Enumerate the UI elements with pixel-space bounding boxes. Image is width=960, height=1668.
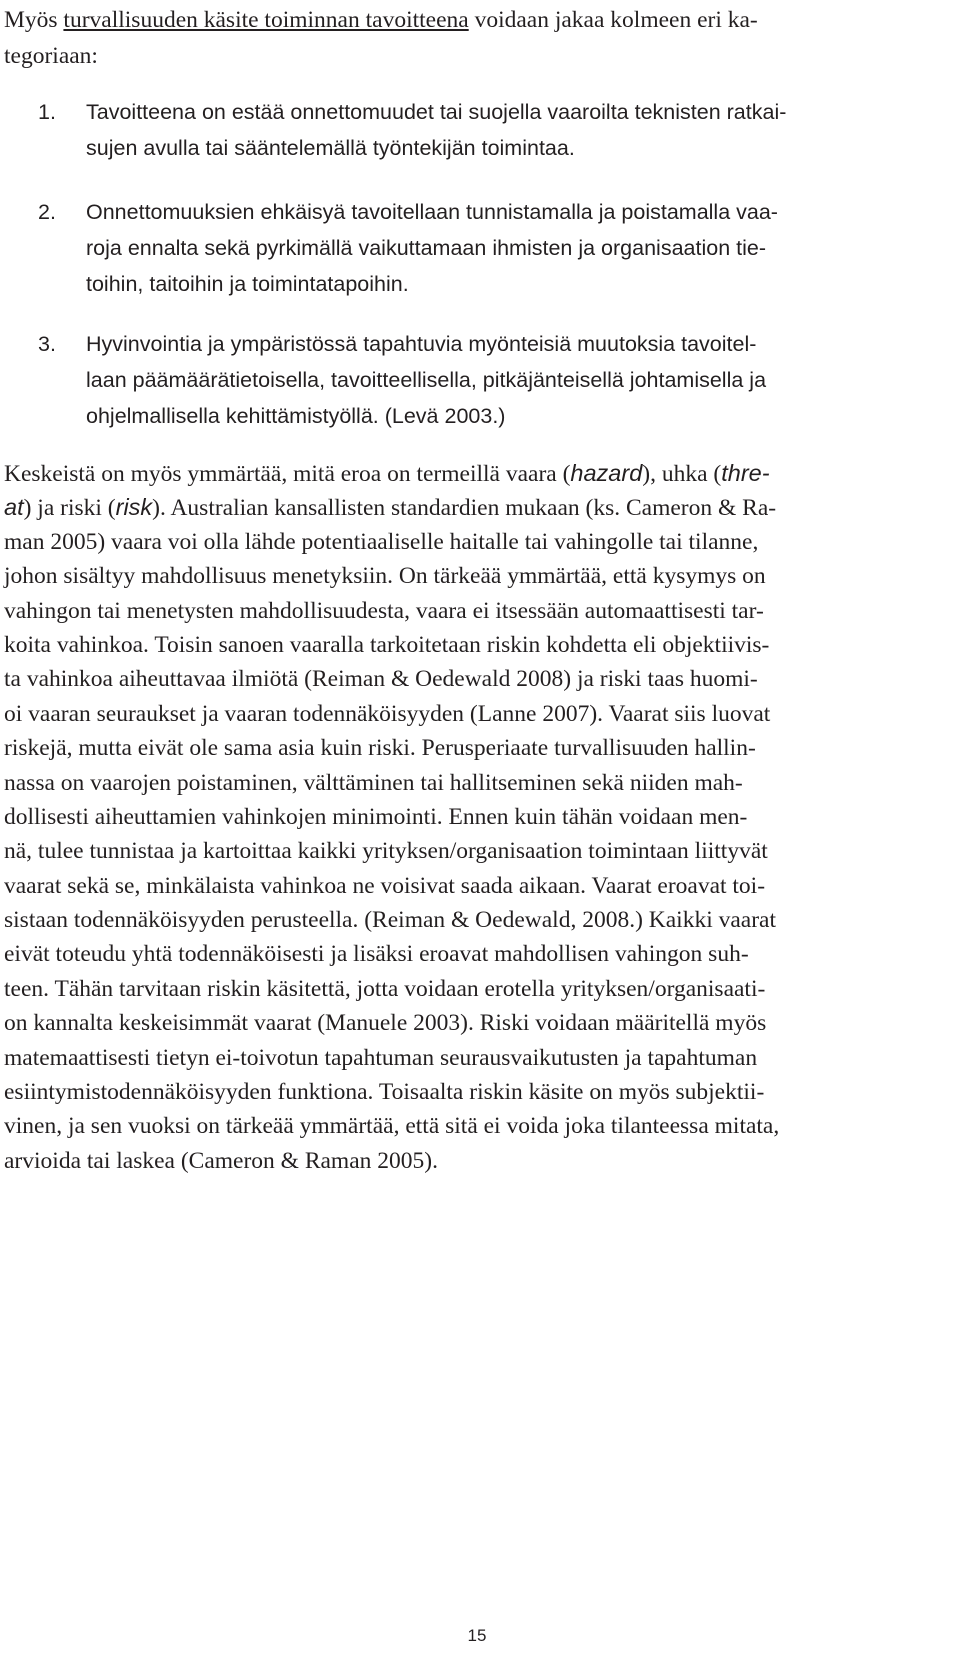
list-number: 3. (38, 332, 56, 356)
list-item-line: roja ennalta sekä pyrkimällä vaikuttamaan ihmisten ja organisaation tie- (86, 236, 766, 260)
list-item-line: Tavoitteena on estää onnettomuudet tai suojella vaaroilta teknisten ratkai- (86, 100, 787, 124)
list-item-line: sujen avulla tai sääntelemällä työntekijän toimintaa. (86, 136, 575, 160)
intro-text: Myös (4, 7, 64, 33)
paragraph-line: ta vahinkoa aiheuttavaa ilmiötä (Reiman & Oedewald 2008) ja riski taas huomi- (4, 666, 758, 693)
page-number: 15 (467, 1626, 487, 1645)
italic-term: thre- (721, 460, 770, 486)
paragraph-line: teen. Tähän tarvitaan riskin käsitettä, jotta voidaan erotella yrityksen/organisaati- (4, 975, 766, 1002)
underlined-term: turvallisuuden käsite toiminnan tavoitteena (63, 7, 469, 33)
paragraph-line: vaarat sekä se, minkälaista vahinkoa ne voisivat saada aikaan. Vaarat eroavat toi- (4, 872, 766, 899)
paragraph-line: nassa on vaarojen poistaminen, välttäminen tai hallitseminen sekä niiden mah- (4, 769, 743, 796)
body-paragraph (4, 456, 779, 1178)
intro-line (4, 2, 758, 38)
list-item-line: ohjelmallisella kehittämistyöllä. (Levä 2003.) (86, 404, 506, 428)
italic-term: risk (115, 494, 153, 521)
paragraph-text: ) ja riski ( (23, 495, 116, 522)
paragraph-line: eivät toteudu yhtä todennäköisesti ja lisäksi eroavat mahdollisen vahingon suh- (4, 941, 749, 968)
paragraph-line: koita vahinkoa. Toisin sanoen vaaralla tarkoitetaan riskin kohdetta eli objektiivis- (4, 631, 770, 658)
paragraph-line: arvioida tai laskea (Cameron & Raman 2005). (4, 1147, 438, 1174)
paragraph-line: man 2005) vaara voi olla lähde potentiaaliselle haitalle tai vahingolle tai tilanne, (4, 528, 759, 555)
paragraph-line: vahingon tai menetysten mahdollisuudesta, vaara ei itsessään automaattisesti tar- (4, 597, 764, 624)
list-item-line: Onnettomuuksien ehkäisyä tavoitellaan tunnistamalla ja poistamalla vaa- (86, 200, 778, 224)
italic-term: hazard (570, 460, 643, 486)
paragraph-line: esiintymistodennäköisyyden funktiona. Toisaalta riskin käsite on myös subjektii- (4, 1079, 765, 1106)
paragraph-line: riskejä, mutta eivät ole sama asia kuin riski. Perusperiaate turvallisuuden hallin- (4, 735, 756, 762)
paragraph-line (4, 490, 779, 524)
paragraph-line: nä, tulee tunnistaa ja kartoittaa kaikki yrityksen/organisaation toimintaan liittyvät (4, 838, 768, 865)
paragraph-text: ). Australian kansallisten standardien mukaan (ks. Cameron & Ra- (152, 495, 777, 522)
paragraph-line: on kannalta keskeisimmät vaarat (Manuele 2003). Riski voidaan määritellä myös (4, 1010, 767, 1037)
list-number: 2. (38, 200, 56, 224)
paragraph-line: dollisesti aiheuttamien vahinkojen minimointi. Ennen kuin tähän voidaan men- (4, 803, 748, 830)
paragraph-line: johon sisältyy mahdollisuus menetyksiin. On tärkeää ymmärtää, että kysymys on (4, 563, 766, 590)
paragraph-line: vinen, ja sen vuoksi on tärkeää ymmärtää, että sitä ei voida joka tilanteessa mitata, (4, 1113, 780, 1140)
list-number: 1. (38, 100, 56, 124)
paragraph-line: oi vaaran seuraukset ja vaaran todennäköisyyden (Lanne 2007). Vaarat siis luovat (4, 700, 771, 727)
paragraph-text: Keskeistä on myös ymmärtää, mitä eroa on termeillä vaara ( (4, 461, 571, 487)
italic-term: at (4, 494, 24, 521)
list-item-line: laan päämäärätietoisella, tavoitteellisella, pitkäjänteisellä johtamisella ja (86, 368, 767, 392)
paragraph-line (4, 456, 779, 490)
list-item-line: Hyvinvointia ja ympäristössä tapahtuvia myönteisiä muutoksia tavoitel- (86, 332, 757, 356)
intro-paragraph (4, 2, 758, 74)
paragraph-line: matemaattisesti tietyn ei-toivotun tapahtuman seurausvaikutusten ja tapahtuman (4, 1044, 758, 1071)
list-item-line: toihin, taitoihin ja toimintatapoihin. (86, 272, 409, 296)
paragraph-text: ), uhka ( (642, 461, 722, 487)
intro-text: voidaan jakaa kolmeen eri ka- (468, 7, 758, 33)
intro-line: tegoriaan: (4, 43, 98, 69)
paragraph-line: sistaan todennäköisyyden perusteella. (Reiman & Oedewald, 2008.) Kaikki vaarat (4, 907, 777, 934)
